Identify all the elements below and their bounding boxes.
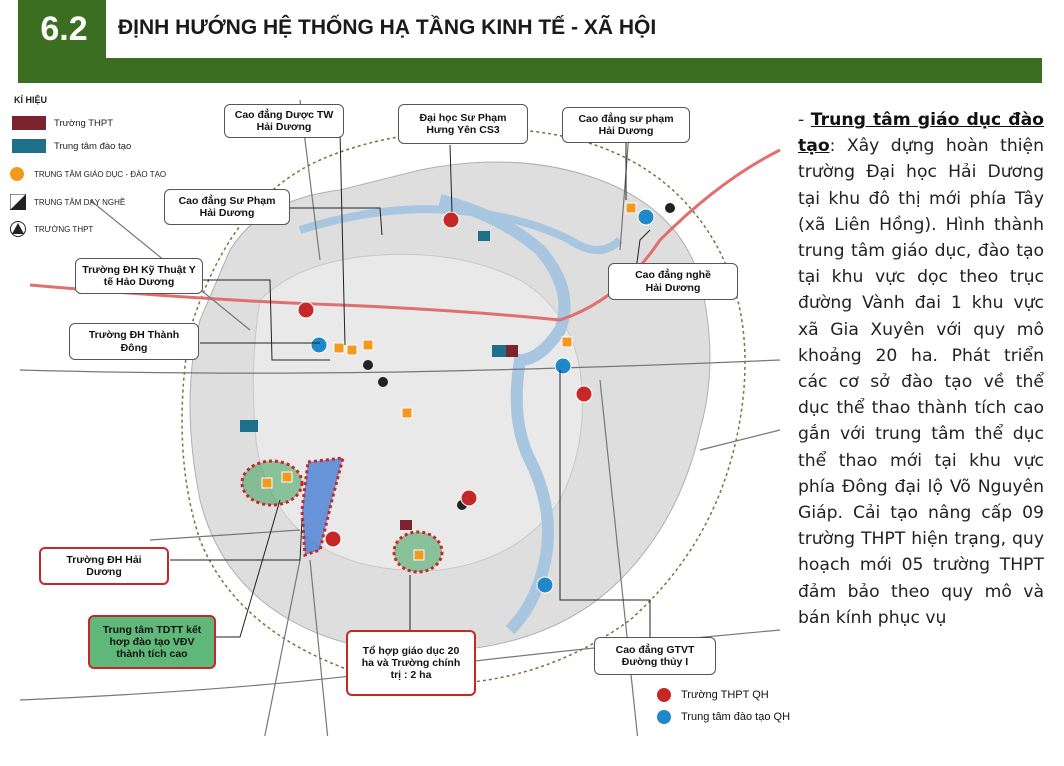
blue-rect-icon [12,139,46,153]
legend-title: KÍ HIỆU [14,95,48,105]
school-site-2 [400,520,412,530]
callout-text: Cao đẳng Sư Phạm Hải Dương [178,194,276,219]
description-text [798,107,1044,631]
callout-text: Cao đẳng sư phạm Hải Dương [578,112,674,137]
legend-planned-school [657,688,769,702]
legend-item-vocational [10,194,125,210]
callout-cd-gtvt [594,637,716,675]
callout-text: Trường ĐH Kỹ Thuật Y tế Hảo Dương [82,263,196,288]
callout-text: Tổ hợp giáo dục 20 ha và Trường chính trị : 2 ha [361,644,461,682]
callout-text: Cao đẳng Dược TW Hải Dương [234,108,334,133]
legend-label: TRƯỜNG THPT [34,224,94,234]
callout-dh-ky-thuat-y-te [75,258,203,294]
callout-text: Cao đẳng GTVT Đường thủy I [615,643,695,668]
legend-label: Trường THPT QH [681,689,769,701]
legend-label: Trường THPT [54,117,114,129]
description-prefix: - [798,110,811,130]
callout-cd-duoc-tw [224,104,344,138]
legend-item-highschool [10,221,93,237]
callout-cd-nghe [608,263,738,300]
legend-item-training [12,139,131,153]
legend-item-school [12,116,113,130]
school-site-1 [506,345,518,357]
legend-item-education [10,167,166,181]
callout-cd-su-pham-hai-duong [562,107,690,143]
training-site-1 [240,420,258,432]
callout-text: Trường ĐH Thành Đông [88,329,180,354]
callout-dh-thanh-dong [69,323,199,360]
callout-text: Trung tâm TDTT kết hơp đào tạo VĐV thành tích cao [102,623,202,661]
vocational-triangle-icon [10,194,26,210]
legend-label: Trung tâm đào tạo QH [681,711,791,723]
orange-education-icon [10,167,24,181]
callout-text: Cao đẳng nghề Hải Dương [635,269,711,294]
callout-cd-su-pham [164,189,290,225]
callout-text: Đại học Sư Phạm Hưng Yên CS3 [419,111,507,136]
page-title: ĐỊNH HƯỚNG HỆ THỐNG HẠ TẦNG KINH TẾ - XÃ HỘI [118,16,657,39]
legend-label: TRUNG TÂM GIÁO DỤC - ĐÀO TẠO [34,169,167,179]
section-number: 6.2 [22,0,106,58]
maroon-rect-icon [12,116,46,130]
legend-planned-training [657,710,790,724]
callout-to-hop-giao-duc [346,630,476,696]
training-site-2 [478,231,490,241]
legend-label: Trung tâm đào tạo [54,140,132,152]
urban-inner [253,254,582,570]
legend-label: TRUNG TÂM DẠY NGHỀ [34,197,126,207]
callout-dh-hai-duong [39,547,169,585]
red-dot-icon [657,688,671,702]
callout-dh-su-pham-hung-yen [398,104,528,144]
callout-tdtt-center [88,615,216,669]
callout-text: Trường ĐH Hải Dương [66,553,142,578]
description-heading: Trung tâm giáo dục đào tạo [798,110,1044,157]
training-site-3 [492,345,506,357]
blue-dot-icon [657,710,671,724]
description-body: : Xây dựng hoàn thiện trường Đại học Hải Dương tại khu đô thị mới phía Tây (xã Liên Hồng). Hình thành trung tâm giáo dục, đào tạo tại khu vực dọc theo trục đường Vành đai 1 khu vực xã Gia Xuyên với quy mô khoảng 20 ha. Phát triển các cơ sở đào tạo về thể dục thể thao thành tích cao gắn với trung tâm thể dục thể thao mới tại khu vực phía Đông đại lộ Võ Nguyên Giáp. Cải tạo nâng cấp 09 trường THPT hiện trạng, quy hoạch mới 05 trường THPT đảm bảo theo quy mô và bán kính phục vụ [798,136,1044,628]
highschool-triangle-icon [10,221,26,237]
